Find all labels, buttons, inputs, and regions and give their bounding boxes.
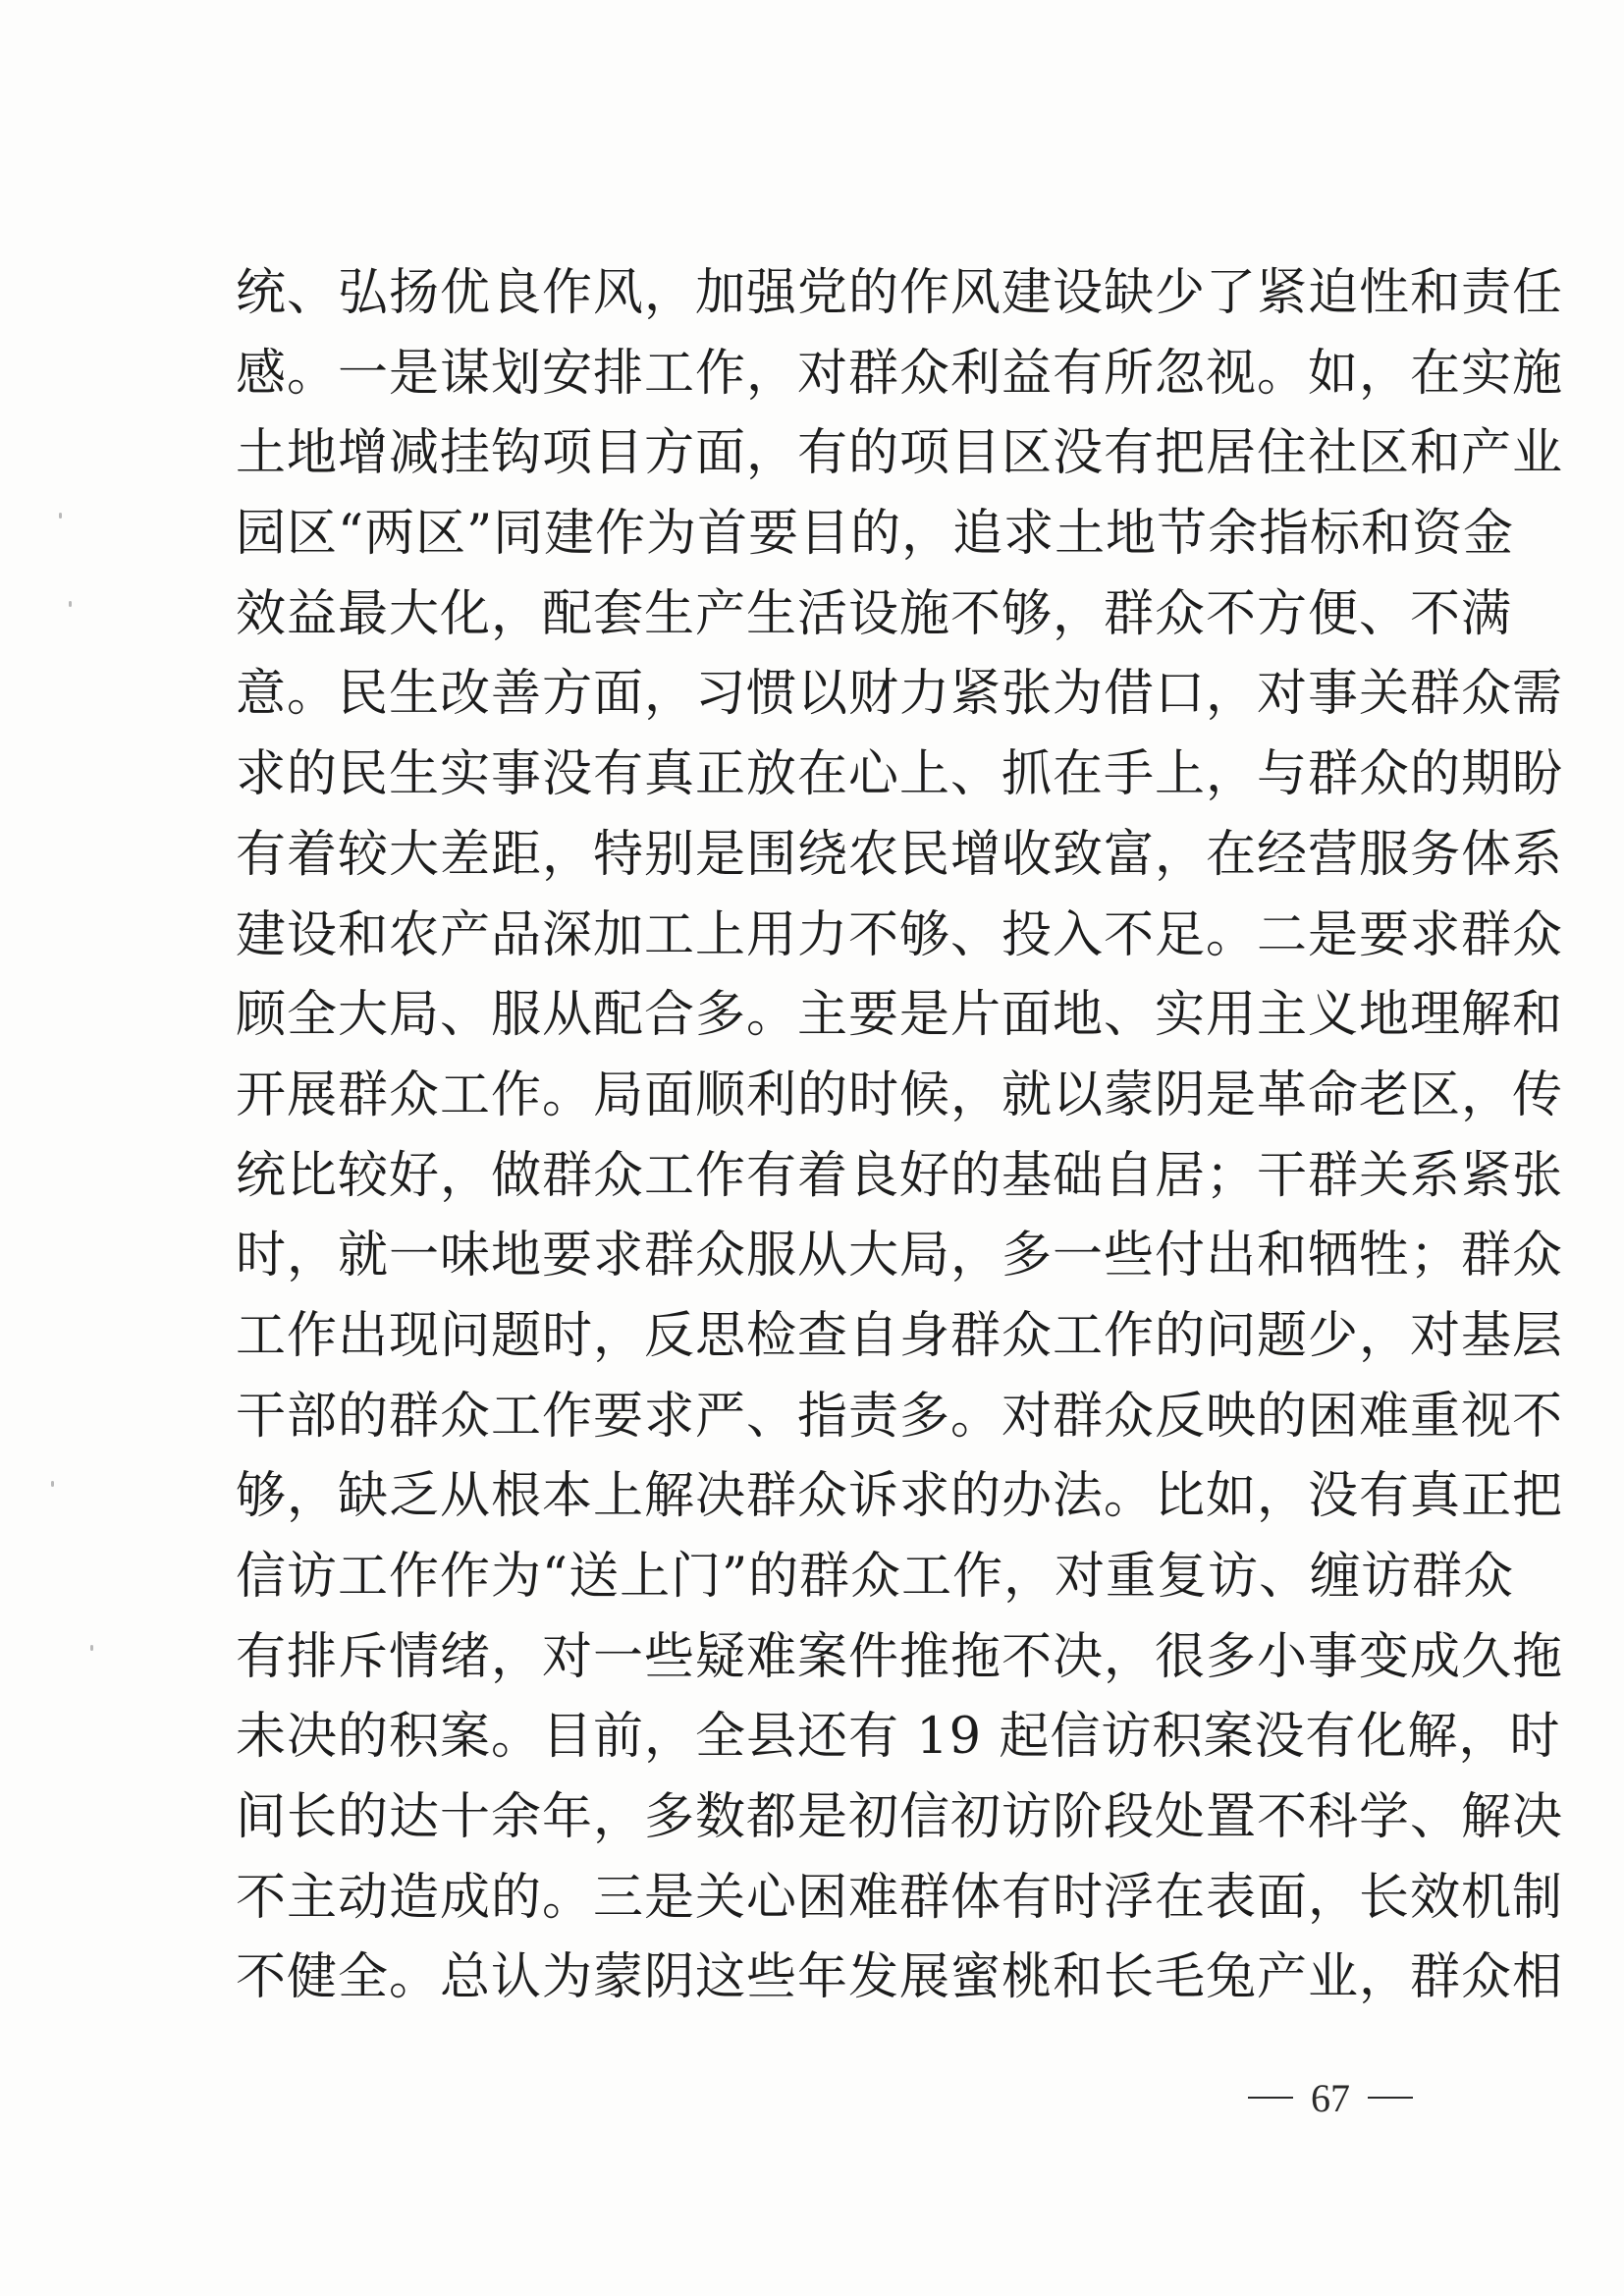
body-text bbox=[236, 253, 1564, 2018]
text-line: 不主动造成的。三是关心困难群体有时浮在表面，长效机制 bbox=[236, 1868, 1564, 1927]
scan-speck bbox=[69, 601, 72, 607]
text-line: 够，缺乏从根本上解决群众诉求的办法。比如，没有真正把 bbox=[236, 1467, 1564, 1526]
scan-speck bbox=[51, 1481, 54, 1487]
text-line: 信访工作作为“送上门”的群众工作，对重复访、缠访群众 bbox=[236, 1548, 1515, 1606]
text-line: 土地增减挂钩项目方面，有的项目区没有把居住社区和产业 bbox=[236, 424, 1564, 483]
page-number-value: 67 bbox=[1311, 2075, 1350, 2120]
text-line: 效益最大化，配套生产生活设施不够，群众不方便、不满 bbox=[236, 584, 1513, 643]
page-number-dash-right bbox=[1368, 2097, 1413, 2099]
text-line: 感。一是谋划安排工作，对群众利益有所忽视。如，在实施 bbox=[236, 344, 1564, 403]
page-number bbox=[1218, 2068, 1443, 2127]
text-line: 有排斥情绪，对一些疑难案件推拖不决，很多小事变成久拖 bbox=[236, 1627, 1564, 1686]
text-line: 统、弘扬优良作风，加强党的作风建设缺少了紧迫性和责任 bbox=[236, 264, 1564, 322]
text-line: 未决的积案。目前，全县还有 19 起信访积案没有化解，时 bbox=[236, 1708, 1561, 1767]
scan-speck bbox=[59, 513, 62, 519]
text-line: 有着较大差距，特别是围绕农民增收致富，在经营服务体系 bbox=[236, 825, 1564, 884]
text-line: 统比较好，做群众工作有着良好的基础自居；干群关系紧张 bbox=[236, 1146, 1564, 1205]
text-line: 园区“两区”同建作为首要目的，追求土地节余指标和资金 bbox=[236, 505, 1515, 564]
text-line: 意。民生改善方面，习惯以财力紧张为借口，对事关群众需 bbox=[236, 665, 1564, 724]
text-line: 不健全。总认为蒙阴这些年发展蜜桃和长毛兔产业，群众相 bbox=[236, 1948, 1564, 2007]
scan-speck bbox=[90, 1645, 93, 1651]
text-line: 求的民生实事没有真正放在心上、抓在手上，与群众的期盼 bbox=[236, 745, 1564, 804]
text-line: 工作出现问题时，反思检查自身群众工作的问题少，对基层 bbox=[236, 1306, 1564, 1365]
text-line: 开展群众工作。局面顺利的时候，就以蒙阴是革命老区，传 bbox=[236, 1066, 1564, 1124]
text-line: 顾全大局、服从配合多。主要是片面地、实用主义地理解和 bbox=[236, 986, 1564, 1045]
page-number-dash-left bbox=[1248, 2097, 1293, 2099]
text-line: 时，就一味地要求群众服从大局，多一些付出和牺牲；群众 bbox=[236, 1227, 1564, 1285]
text-line: 干部的群众工作要求严、指责多。对群众反映的困难重视不 bbox=[236, 1387, 1564, 1446]
text-line: 建设和农产品深加工上用力不够、投入不足。二是要求群众 bbox=[236, 905, 1564, 964]
text-line: 间长的达十余年，多数都是初信初访阶段处置不科学、解决 bbox=[236, 1788, 1564, 1847]
